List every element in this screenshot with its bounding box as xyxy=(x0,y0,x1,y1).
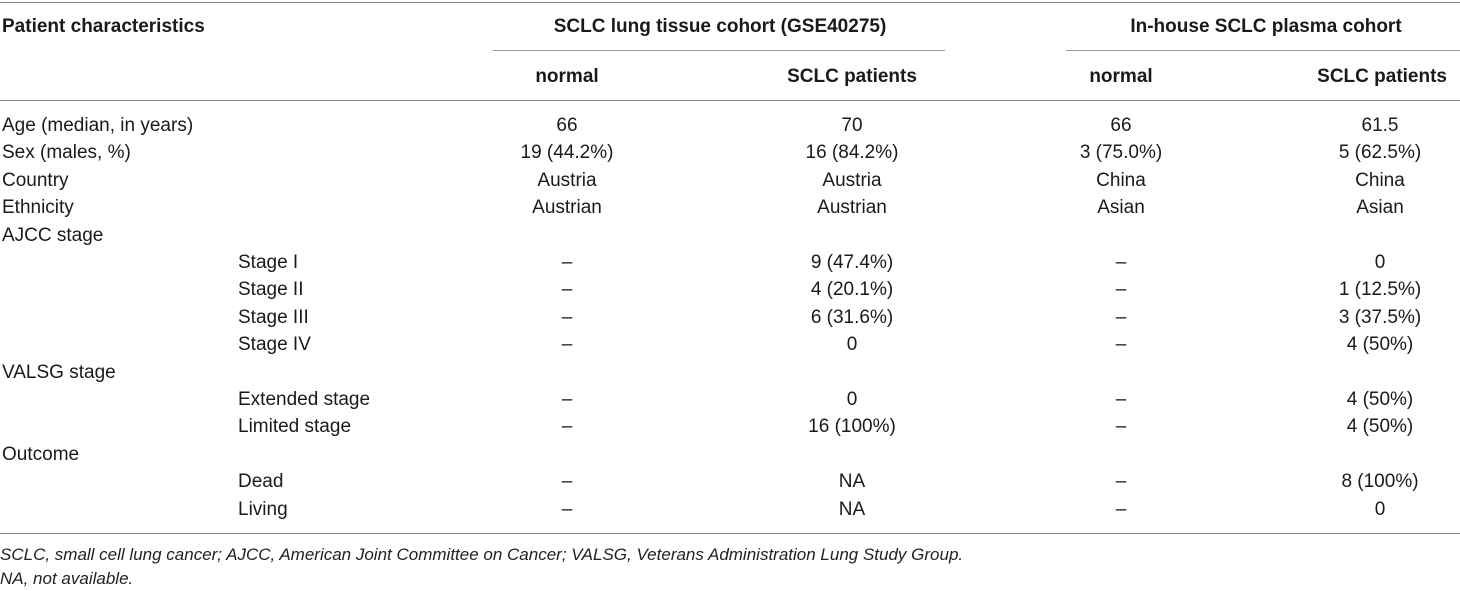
table-cell: Asian xyxy=(1097,197,1145,219)
top-rule xyxy=(0,2,1460,3)
table-cell: NA xyxy=(838,471,866,493)
row-label: Ethnicity xyxy=(2,197,74,219)
table-cell: 4 (50%) xyxy=(1346,334,1414,356)
table-cell: 9 (47.4%) xyxy=(810,252,894,273)
group-header-tissue-cohort: SCLC lung tissue cohort (GSE40275) xyxy=(553,16,887,37)
row-label: Stage II xyxy=(238,279,304,301)
table-cell: 1 (12.5%) xyxy=(1338,279,1422,301)
column-header-characteristics: Patient characteristics xyxy=(2,16,205,37)
table-cell: 4 (50%) xyxy=(1346,416,1414,438)
row-label: Living xyxy=(238,498,288,520)
table-cell: 5 (62.5%) xyxy=(1338,142,1422,164)
row-label: Sex (males, %) xyxy=(2,142,131,164)
table-cell: 8 (100%) xyxy=(1341,471,1419,493)
table-cell: China xyxy=(1096,169,1146,191)
table-cell: 70 xyxy=(841,115,863,136)
subheader-tissue-sclc: SCLC patients xyxy=(787,66,917,87)
table-cell: 66 xyxy=(556,115,578,136)
row-label: VALSG stage xyxy=(2,361,116,383)
table-cell: – xyxy=(1115,498,1127,520)
subheader-tissue-normal: normal xyxy=(535,66,599,87)
table-cell: Asian xyxy=(1356,197,1404,219)
row-label: Stage I xyxy=(238,252,299,273)
table-cell: – xyxy=(1115,306,1127,328)
table-cell: 19 (44.2%) xyxy=(520,142,614,164)
row-label: Dead xyxy=(238,471,284,493)
table-cell: 61.5 xyxy=(1361,115,1399,136)
table-cell: – xyxy=(1115,279,1127,301)
subheader-plasma-sclc: SCLC patients xyxy=(1317,66,1447,87)
row-label: Age (median, in years) xyxy=(2,115,194,136)
group2-underline xyxy=(1066,50,1460,51)
table-cell: Austria xyxy=(822,169,882,191)
table-cell: 0 xyxy=(846,389,858,410)
table-cell: 66 xyxy=(1110,115,1132,136)
table-cell: 3 (37.5%) xyxy=(1338,306,1422,328)
subheader-plasma-normal: normal xyxy=(1089,66,1153,87)
table-cell: 4 (20.1%) xyxy=(810,279,894,301)
row-label: AJCC stage xyxy=(2,224,104,246)
table-cell: – xyxy=(1115,252,1127,273)
bottom-rule xyxy=(0,533,1460,534)
table-cell: – xyxy=(1115,471,1127,493)
table-cell: – xyxy=(1115,416,1127,438)
table-cell: – xyxy=(561,498,573,520)
row-label: Country xyxy=(2,169,69,191)
table-cell: 0 xyxy=(1374,498,1386,520)
table-cell: Austrian xyxy=(817,197,887,219)
table-cell: – xyxy=(561,252,573,273)
group-header-plasma-cohort: In-house SCLC plasma cohort xyxy=(1130,16,1402,37)
row-label: Extended stage xyxy=(238,389,371,410)
table-cell: – xyxy=(561,416,573,438)
table-cell: – xyxy=(1115,389,1127,410)
footnote-na: NA, not available. xyxy=(0,569,134,588)
table-cell: 4 (50%) xyxy=(1346,389,1414,410)
table-cell: Austria xyxy=(537,169,597,191)
row-label: Limited stage xyxy=(238,416,352,438)
footnote-abbreviations: SCLC, small cell lung cancer; AJCC, American Joint Committee on Cancer; VALSG, Veterans Administration Lung Study Group. xyxy=(0,545,964,564)
row-label: Stage III xyxy=(238,306,309,328)
header-rule xyxy=(0,100,1460,101)
table-cell: – xyxy=(561,279,573,301)
row-label: Outcome xyxy=(2,443,80,465)
table-cell: China xyxy=(1355,169,1405,191)
table-cell: 0 xyxy=(846,334,858,356)
table-cell: – xyxy=(561,334,573,356)
row-label: Stage IV xyxy=(238,334,311,356)
table-cell: NA xyxy=(838,498,866,520)
table-cell: 0 xyxy=(1374,252,1386,273)
table-cell: – xyxy=(561,306,573,328)
table-cell: 6 (31.6%) xyxy=(810,306,894,328)
table-cell: 16 (84.2%) xyxy=(805,142,899,164)
group1-underline xyxy=(493,50,945,51)
table-cell: – xyxy=(561,471,573,493)
table-cell: 3 (75.0%) xyxy=(1079,142,1163,164)
table-cell: Austrian xyxy=(532,197,602,219)
table-cell: – xyxy=(561,389,573,410)
table-cell: – xyxy=(1115,334,1127,356)
table-cell: 16 (100%) xyxy=(808,416,896,438)
